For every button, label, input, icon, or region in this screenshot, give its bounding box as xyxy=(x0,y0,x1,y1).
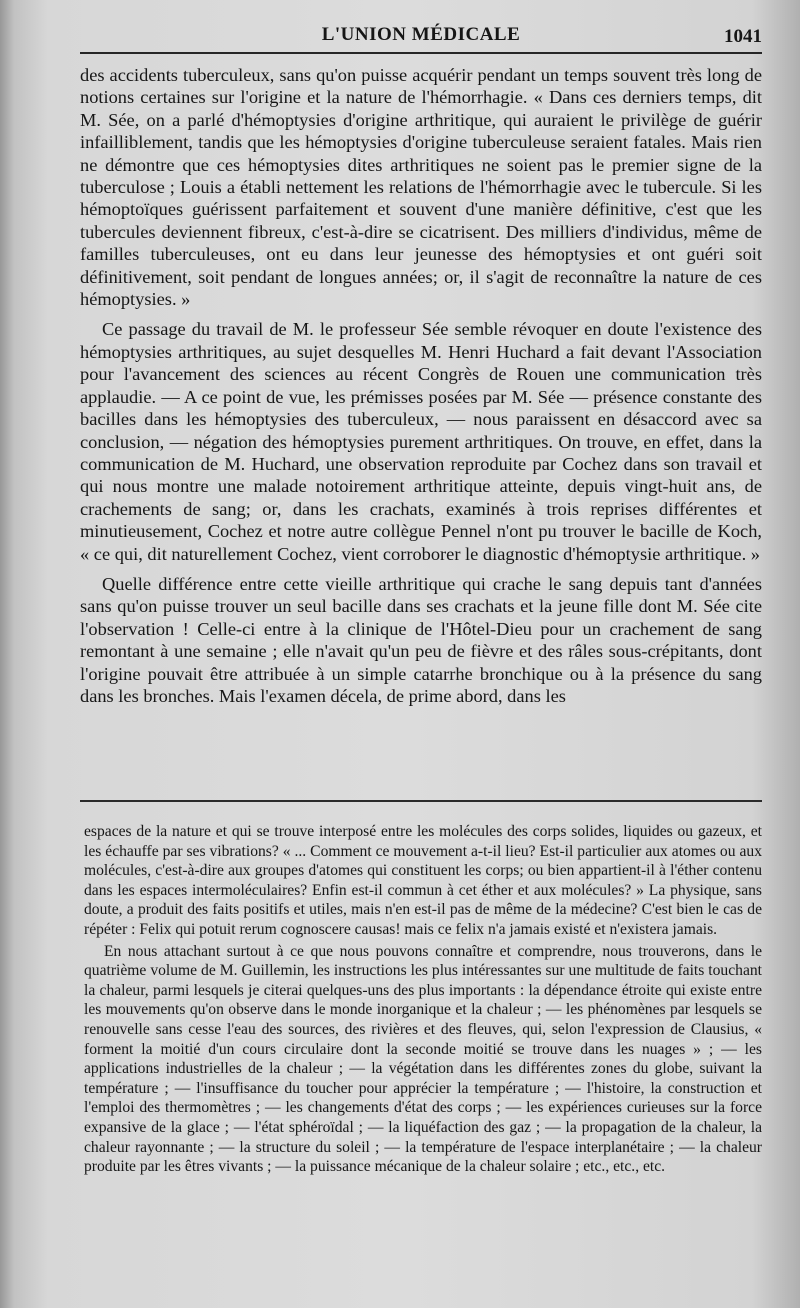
main-text xyxy=(80,64,762,707)
footnote-text xyxy=(84,822,762,1177)
footnote-separator xyxy=(80,800,762,802)
page-header xyxy=(80,24,762,52)
body-paragraph-3: Quelle différence entre cette vieille arthritique qui crache le sang depuis tant d'années sans qu'on puisse trouver un seul bacille dans ses crachats et la jeune fille dont M. Sée cite l'observation ! Celle-ci entre à la clinique de l'Hôtel-Dieu pour un crachement de sang remontant à une semaine ; elle n'avait qu'un peu de fièvre et des râles sous-crépitants, dont l'origine pouvait être attribuée à un simple catarrhe bronchique ou à la présence du sang dans les bronches. Mais l'examen décela, de prime abord, dans les xyxy=(80,573,762,706)
running-title: L'UNION MÉDICALE xyxy=(321,24,521,45)
footnote-paragraph-2: En nous attachant surtout à ce que nous pouvons connaître et comprendre, nous trouverons, dans le quatrième volume de M. Guillemin, les instructions les plus intéressantes sur une multitude de faits touchant la chaleur, parmi lesquels je citerai quelques-uns des plus importants : la dépendance étroite qui existe entre les mouvements qu'on observe dans le monde inorganique et la chaleur ; — les phénomènes par lesquels se renouvelle sans cesse l'eau des sources, des rivières et des fleuves, qui, selon l'expression de Clausius, « forment la moitié d'un cours circulaire dont la seconde moitié se trouve dans les nuages » ; — les applications industrielles de la chaleur ; — la végétation dans les différentes zones du globe, suivant la température ; — l'insuffisance du toucher pour apprécier la température ; — l'histoire, la construction et l'emploi des thermomètres ; — les changements d'état des corps ; — les expériences curieuses sur la force expansive de la glace ; — l'état sphéroïdal ; — la liquéfaction des gaz ; — la propagation de la chaleur, la chaleur rayonnante ; — la structure du soleil ; — la température de l'espace interplanétaire ; — la chaleur produite par les êtres vivants ; — la puissance mécanique de la chaleur solaire ; etc., etc., etc. xyxy=(84,942,762,1176)
footnote-paragraph-1: espaces de la nature et qui se trouve interposé entre les molécules des corps solides, liquides ou gazeux, et les échauffe par ses vibrations? « ... Comment ce mouvement a-t-il lieu? Est-il particulier aux atomes ou aux molécules, c'est-à-dire aux groupes d'atomes qui constituent les corps; ou bien appartient-il à l'éther contenu dans les espaces intermoléculaires? Enfin est-il commun à cet éther et aux molécules? » La physique, sans doute, a produit des faits positifs et utiles, mais n'en est-il pas de même de la médecine? C'est bien le cas de répéter : Felix qui potuit rerum cognoscere causas! mais ce felix n'a jamais existé et n'existera jamais. xyxy=(84,823,762,938)
binding-shadow xyxy=(0,0,14,1308)
body-paragraph-1: des accidents tuberculeux, sans qu'on puisse acquérir pendant un temps souvent très long de notions certaines sur l'origine et la nature de l'hémorrhagie. « Dans ces derniers temps, dit M. Sée, on a parlé d'hémoptysies d'origine arthritique, qui auraient le privilège de guérir infailliblement, tandis que les hémoptysies d'origine tuberculeuse seraient fatales. Mais rien ne démontre que ces hémoptysies dites arthritiques ne soient pas le premier signe de la tuberculose ; Louis a établi nettement les relations de l'hémorrhagie avec le tubercule. Si les hémoptoïques guérissent parfaitement et souvent d'une manière définitive, c'est que les tubercules deviennent fibreux, c'est-à-dire se cicatrisent. Des milliers d'individus, même de familles tuberculeuses, ont eu dans leur jeunesse des hémoptysies et ont guéri soit définitivement, soit pendant de longues années; or, il s'agit de reconnaître la nature de ces hémoptysies. » xyxy=(80,65,762,310)
body-paragraph-2: Ce passage du travail de M. le professeur Sée semble révoquer en doute l'existence des hémoptysies arthritiques, au sujet desquelles M. Henri Huchard a fait devant l'Association pour l'avancement des sciences au récent Congrès de Rouen une communication très applaudie. — A ce point de vue, les prémisses posées par M. Sée — présence constante des bacilles dans les hémoptysies des tuberculeux, — nous paraissent en désaccord avec sa conclusion, — négation des hémoptysies purement arthritiques. On trouve, en effet, dans la communication de M. Huchard, une observation reproduite par Cochez dans son travail et qui nous montre une malade notoirement arthritique atteinte, depuis vingt-huit ans, de crachements de sang; or, dans les crachats, examinés à trois reprises différentes et minutieusement, Cochez et notre autre collègue Pennel n'ont pu trouver le bacille de Koch, « ce qui, dit naturellement Cochez, vient corroborer le diagnostic d'hémoptysie arthritique. » xyxy=(80,319,762,564)
page-number: 1041 xyxy=(724,26,762,47)
header-rule xyxy=(80,52,762,54)
